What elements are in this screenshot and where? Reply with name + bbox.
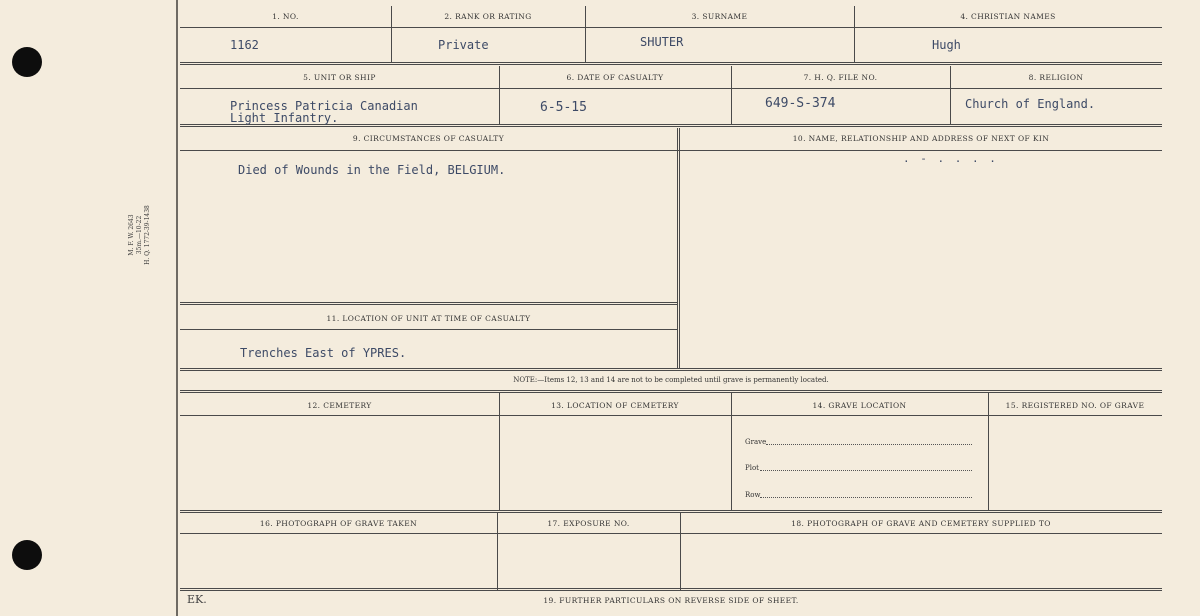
label-exposure-no: 17. EXPOSURE NO. (547, 519, 630, 528)
left-margin-rule (176, 0, 178, 616)
label-further-particulars: 19. FURTHER PARTICULARS ON REVERSE SIDE OF SHEET. (543, 596, 799, 605)
punch-hole-top (12, 47, 42, 77)
value-location-of-unit: Trenches East of YPRES. (240, 346, 407, 360)
value-religion: Church of England. (965, 97, 1096, 111)
label-religion: 8. RELIGION (1028, 73, 1084, 82)
value-hq-file-no: 649-S-374 (765, 96, 836, 111)
value-unit-line2: Light Infantry. (230, 111, 339, 125)
value-date-of-casualty: 6-5-15 (540, 100, 587, 115)
label-date-of-casualty: 6. DATE OF CASUALTY (566, 73, 664, 82)
value-no: 1162 (230, 38, 259, 52)
label-next-of-kin: 10. NAME, RELATIONSHIP AND ADDRESS OF NEXT OF KIN (792, 134, 1050, 143)
label-cemetery: 12. CEMETERY (307, 401, 372, 410)
label-christian-names: 4. CHRISTIAN NAMES (960, 12, 1056, 21)
value-christian-names: Hugh (932, 38, 961, 52)
label-registered-no: 15. REGISTERED NO. OF GRAVE (1005, 401, 1145, 410)
label-photo-supplied: 18. PHOTOGRAPH OF GRAVE AND CEMETERY SUPPLIED TO (791, 519, 1051, 528)
label-surname: 3. SURNAME (691, 12, 748, 21)
row-field-label: Row (745, 491, 761, 499)
plot-field-label: Plot (745, 464, 759, 472)
value-next-of-kin: . - . . . . (903, 152, 998, 165)
label-photo-taken: 16. PHOTOGRAPH OF GRAVE TAKEN (259, 519, 418, 528)
label-rank: 2. RANK OR RATING (444, 12, 532, 21)
printer-code: M. F. W. 2643 35m.—10-22 H. Q. 1772-39-1438 (128, 205, 151, 265)
punch-hole-bottom (12, 540, 42, 570)
note-text: NOTE:—Items 12, 13 and 14 are not to be completed until grave is permanently located. (513, 376, 829, 384)
value-circumstances: Died of Wounds in the Field, BELGIUM. (238, 163, 506, 177)
value-surname: SHUTER (640, 35, 684, 49)
label-no: 1. NO. (272, 12, 299, 21)
grave-field-label: Grave (745, 438, 767, 446)
label-location-of-cemetery: 13. LOCATION OF CEMETERY (551, 401, 679, 410)
value-rank: Private (438, 38, 489, 52)
clerk-initials: EK. (187, 593, 207, 606)
label-grave-location: 14. GRAVE LOCATION (812, 401, 907, 410)
label-hq-file-no: 7. H. Q. FILE NO. (803, 73, 878, 82)
label-unit: 5. UNIT OR SHIP (303, 73, 376, 82)
value-unit-line1: Princess Patricia Canadian (230, 99, 418, 113)
label-location-of-unit: 11. LOCATION OF UNIT AT TIME OF CASUALTY (326, 314, 531, 323)
label-circumstances: 9. CIRCUMSTANCES OF CASUALTY (352, 134, 505, 143)
